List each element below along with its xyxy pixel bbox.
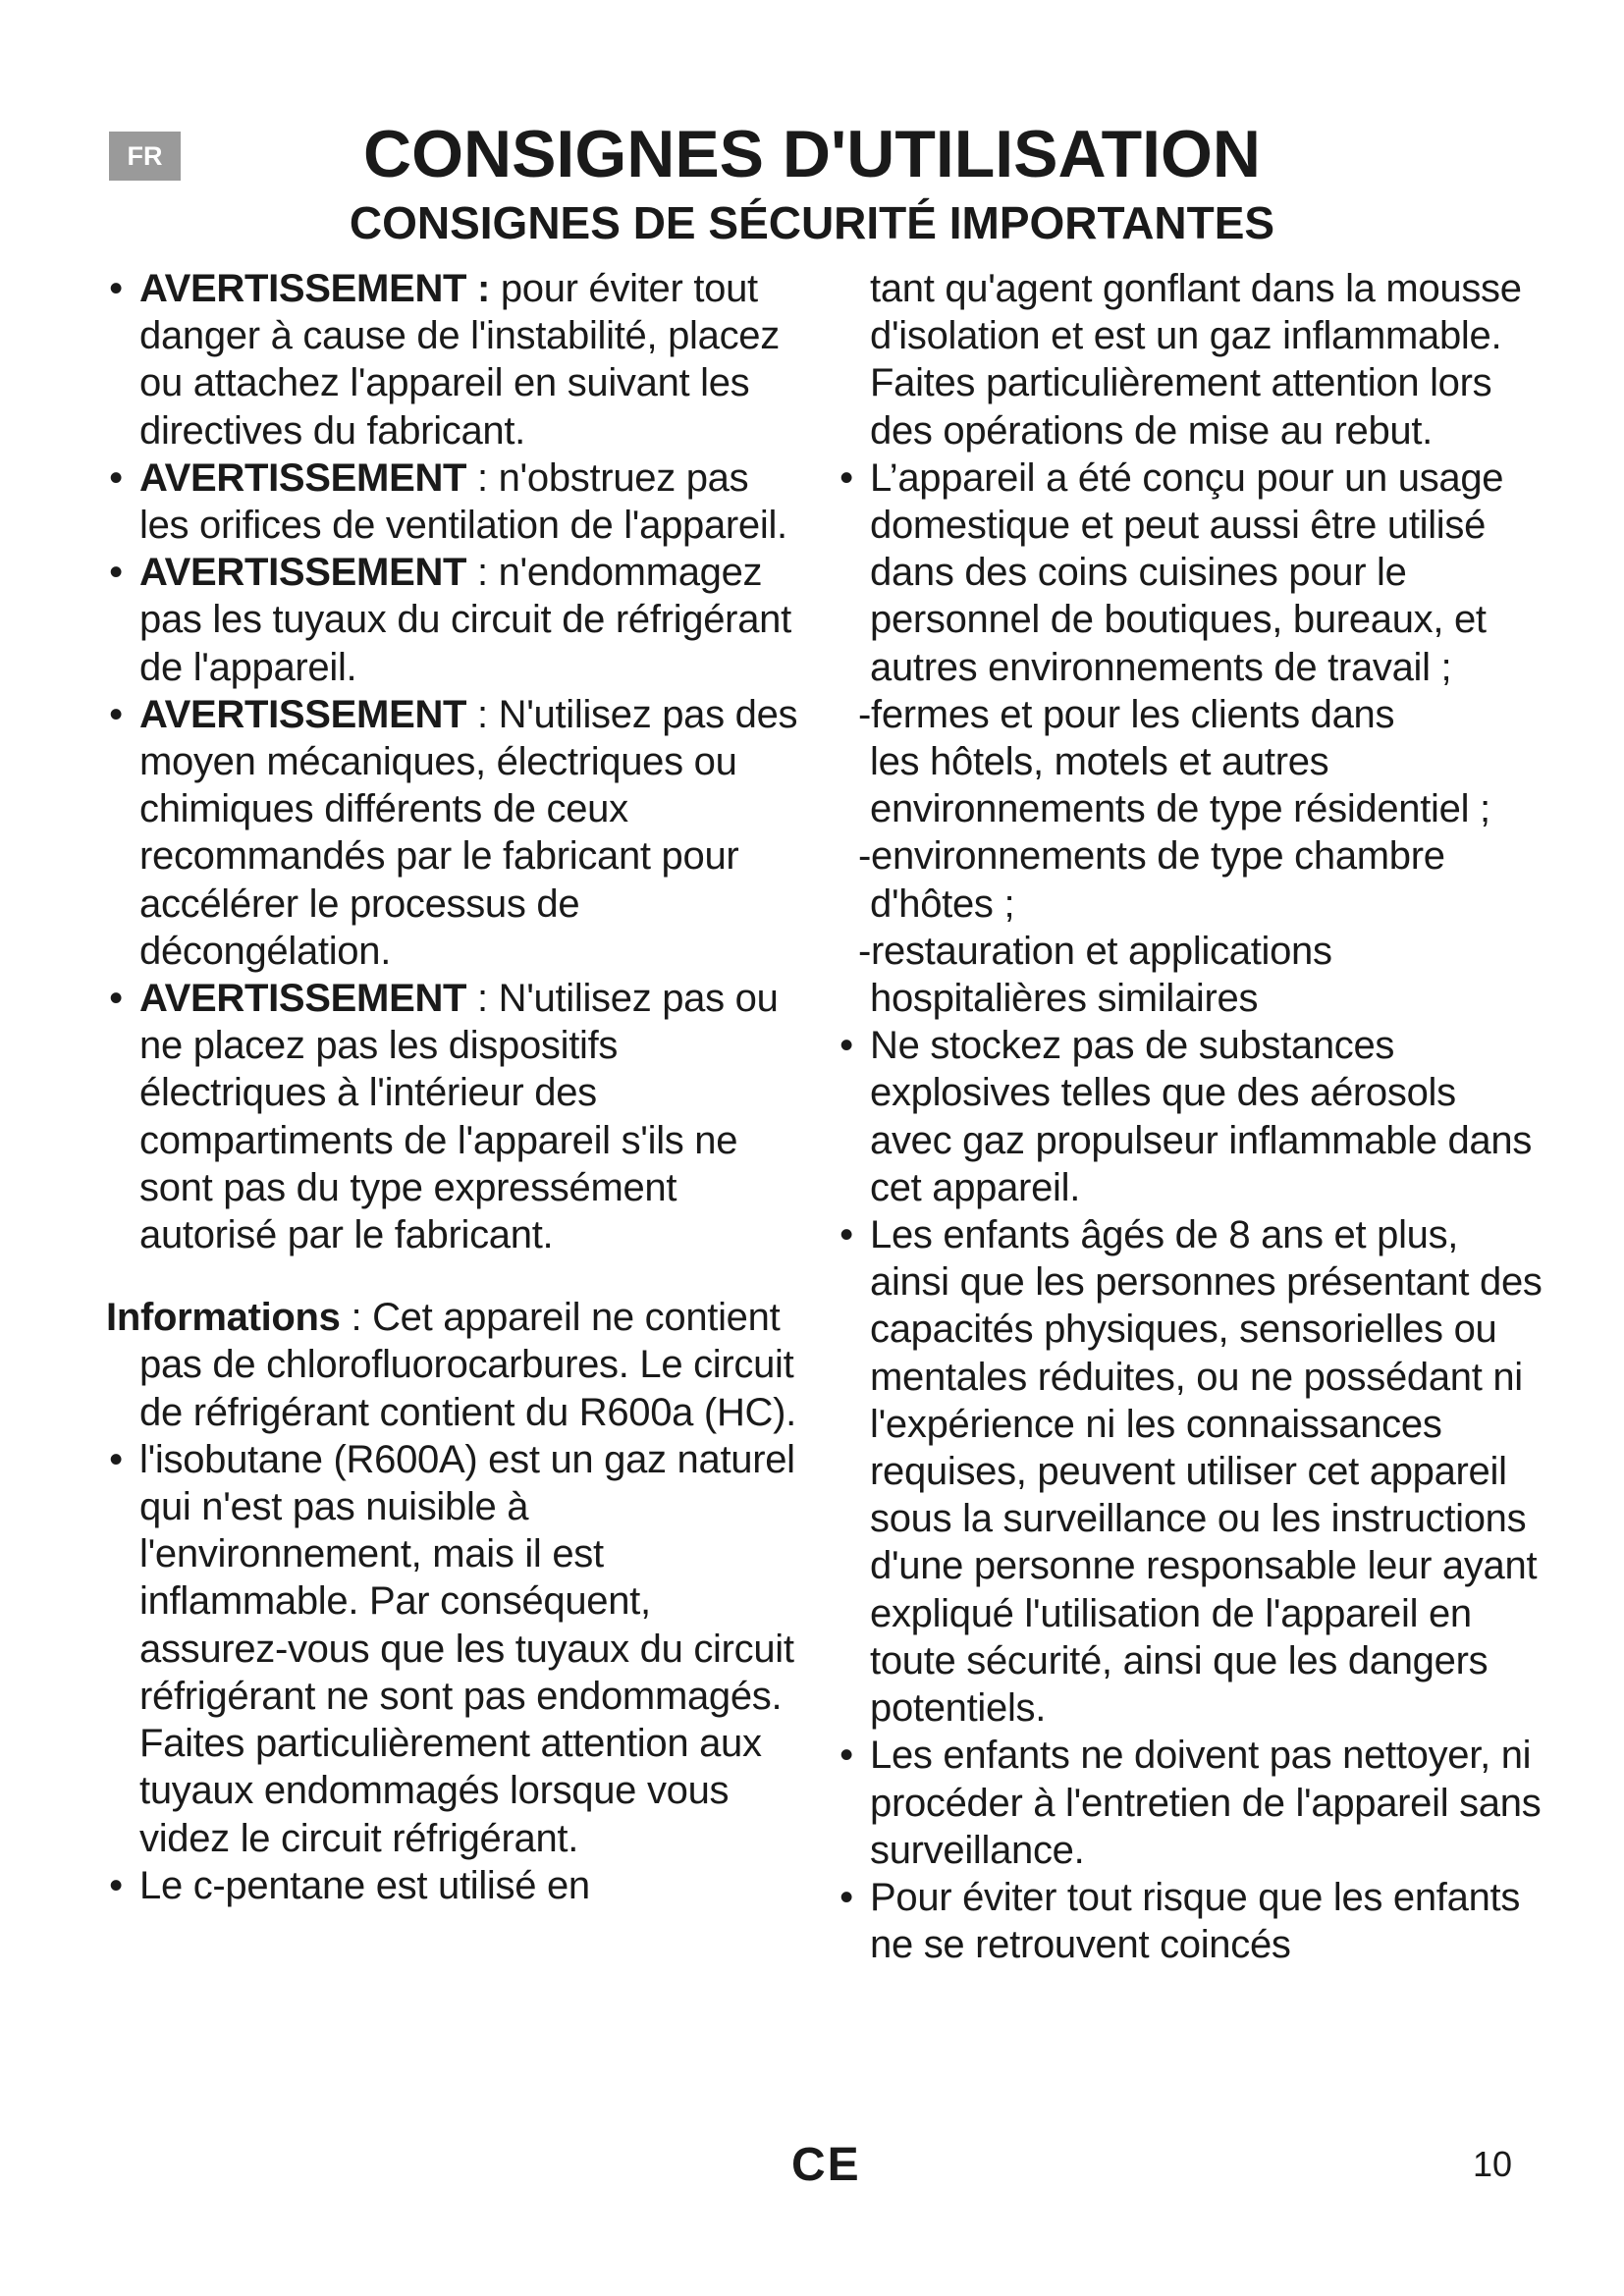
right-column (837, 265, 1543, 1968)
warning-text: : N'utilisez pas ou ne placez pas les dispositifs électriques à l'intérieur des compartiments de l'appareil s'ils ne sont pas du type expressément autorisé par le fabricant. (139, 977, 779, 1257)
bullet-icon: • (109, 1437, 123, 1481)
warning-keyword: AVERTISSEMENT (139, 455, 467, 500)
page-number: 10 (1473, 2144, 1513, 2184)
warning-item-4 (106, 691, 803, 975)
list-item-text: Pour éviter tout risque que les enfants ne se retrouvent coincés (870, 1875, 1521, 1967)
bullet-icon: • (109, 1863, 123, 1907)
info-text: : Cet appareil ne contient pas de chlorofluorocarbures. Le circuit de réfrigérant contient du R600a (HC). (139, 1296, 796, 1434)
list-item-usage (837, 454, 1543, 691)
usage-sublist (837, 691, 1543, 1022)
warning-text: : n'endommagez pas les tuyaux du circuit de réfrigérant de l'appareil. (139, 551, 791, 689)
continuation-text: tant qu'agent gonflant dans la mousse d'isolation et est un gaz inflammable. Faites particulièrement attention lors des opérations de mise au rebut. (870, 267, 1522, 453)
list-item-children-supervision (837, 1211, 1543, 1732)
list-item-text: Les enfants ne doivent pas nettoyer, ni procéder à l'entretien de l'appareil sans surveillance. (870, 1734, 1542, 1872)
warning-keyword: AVERTISSEMENT (139, 977, 467, 1021)
bullet-icon: • (109, 455, 123, 500)
warning-keyword: AVERTISSEMENT (139, 551, 467, 595)
info-paragraph (106, 1294, 803, 1436)
bullet-icon: • (839, 455, 853, 500)
warning-item-2 (106, 454, 803, 549)
bullet-icon: • (109, 977, 123, 1021)
bullet-icon: • (109, 551, 123, 595)
page-title: CONSIGNES D'UTILISATION (362, 117, 1262, 191)
bullet-icon: • (839, 1213, 853, 1257)
warning-text: pour éviter tout danger à cause de l'instabilité, placez ou attachez l'appareil en suivant les directives du fabricant. (139, 267, 780, 453)
info-keyword: Informations (106, 1296, 341, 1340)
warning-keyword: AVERTISSEMENT : (139, 267, 491, 310)
warning-item-3 (106, 549, 803, 691)
ce-mark-icon: CE (791, 2139, 861, 2191)
page-subtitle: CONSIGNES DE SÉCURITÉ IMPORTANTES (349, 197, 1275, 248)
list-item-explosives (837, 1022, 1543, 1211)
warning-keyword: AVERTISSEMENT (139, 692, 467, 736)
list-item-text: Ne stockez pas de substances explosives telles que des aérosols avec gaz propulseur inflammable dans cet appareil. (870, 1024, 1533, 1209)
warning-item-5 (106, 975, 803, 1258)
list-item-cpentane (106, 1862, 803, 1909)
usage-sublist-line: -restauration et applications (858, 929, 1332, 973)
warning-text: : N'utilisez pas des moyen mécaniques, électriques ou chimiques différents de ceux recommandés par le fabricant pour accélérer le processus de décongélation. (139, 692, 798, 973)
usage-sublist-line: -environnements de type chambre (858, 834, 1445, 879)
bullet-icon: • (839, 1024, 853, 1068)
usage-sublist-line: -fermes et pour les clients dans (858, 692, 1395, 736)
bullet-icon: • (839, 1875, 853, 1919)
list-item-text: l'isobutane (R600A) est un gaz naturel qui n'est pas nuisible à l'environnement, mais il est inflammable. Par conséquent, assurez-vous que les tuyaux du circuit réfrigérant ne sont pas endommagés. Faites particulièrement attention aux tuyaux endommagés lorsque vous videz le circuit réfrigérant. (139, 1437, 795, 1860)
list-item-text: Les enfants âgés de 8 ans et plus, ainsi que les personnes présentant des capacités physiques, sensorielles ou mentales réduites, ou ne possédant ni l'expérience ni les connaissances requises, peuvent utiliser cet appareil sous la surveillance ou les instructions d'une personne responsable leur ayant expliqué l'utilisation de l'appareil en toute sécurité, ainsi que les dangers potentiels. (870, 1213, 1543, 1731)
bullet-icon: • (109, 267, 123, 310)
list-item-children-trapped (837, 1874, 1543, 1968)
list-item-isobutane (106, 1436, 803, 1862)
list-item-text: Le c-pentane est utilisé en (139, 1863, 590, 1907)
warning-text: : n'obstruez pas les orifices de ventilation de l'appareil. (139, 455, 787, 548)
bullet-icon: • (109, 692, 123, 736)
usage-sublist-line: d'hôtes ; (870, 881, 1015, 926)
bullet-icon: • (839, 1734, 853, 1778)
usage-sublist-line: les hôtels, motels et autres environnements de type résidentiel ; (870, 740, 1490, 831)
list-item-text: L’appareil a été conçu pour un usage domestique et peut aussi être utilisé dans des coins cuisines pour le personnel de boutiques, bureaux, et autres environnements de travail ; (870, 455, 1504, 689)
warning-item-1 (106, 265, 803, 454)
list-item-children-cleaning (837, 1732, 1543, 1874)
language-badge: FR (109, 132, 181, 181)
left-column (106, 265, 803, 1909)
usage-sublist-line: hospitalières similaires (870, 977, 1259, 1021)
